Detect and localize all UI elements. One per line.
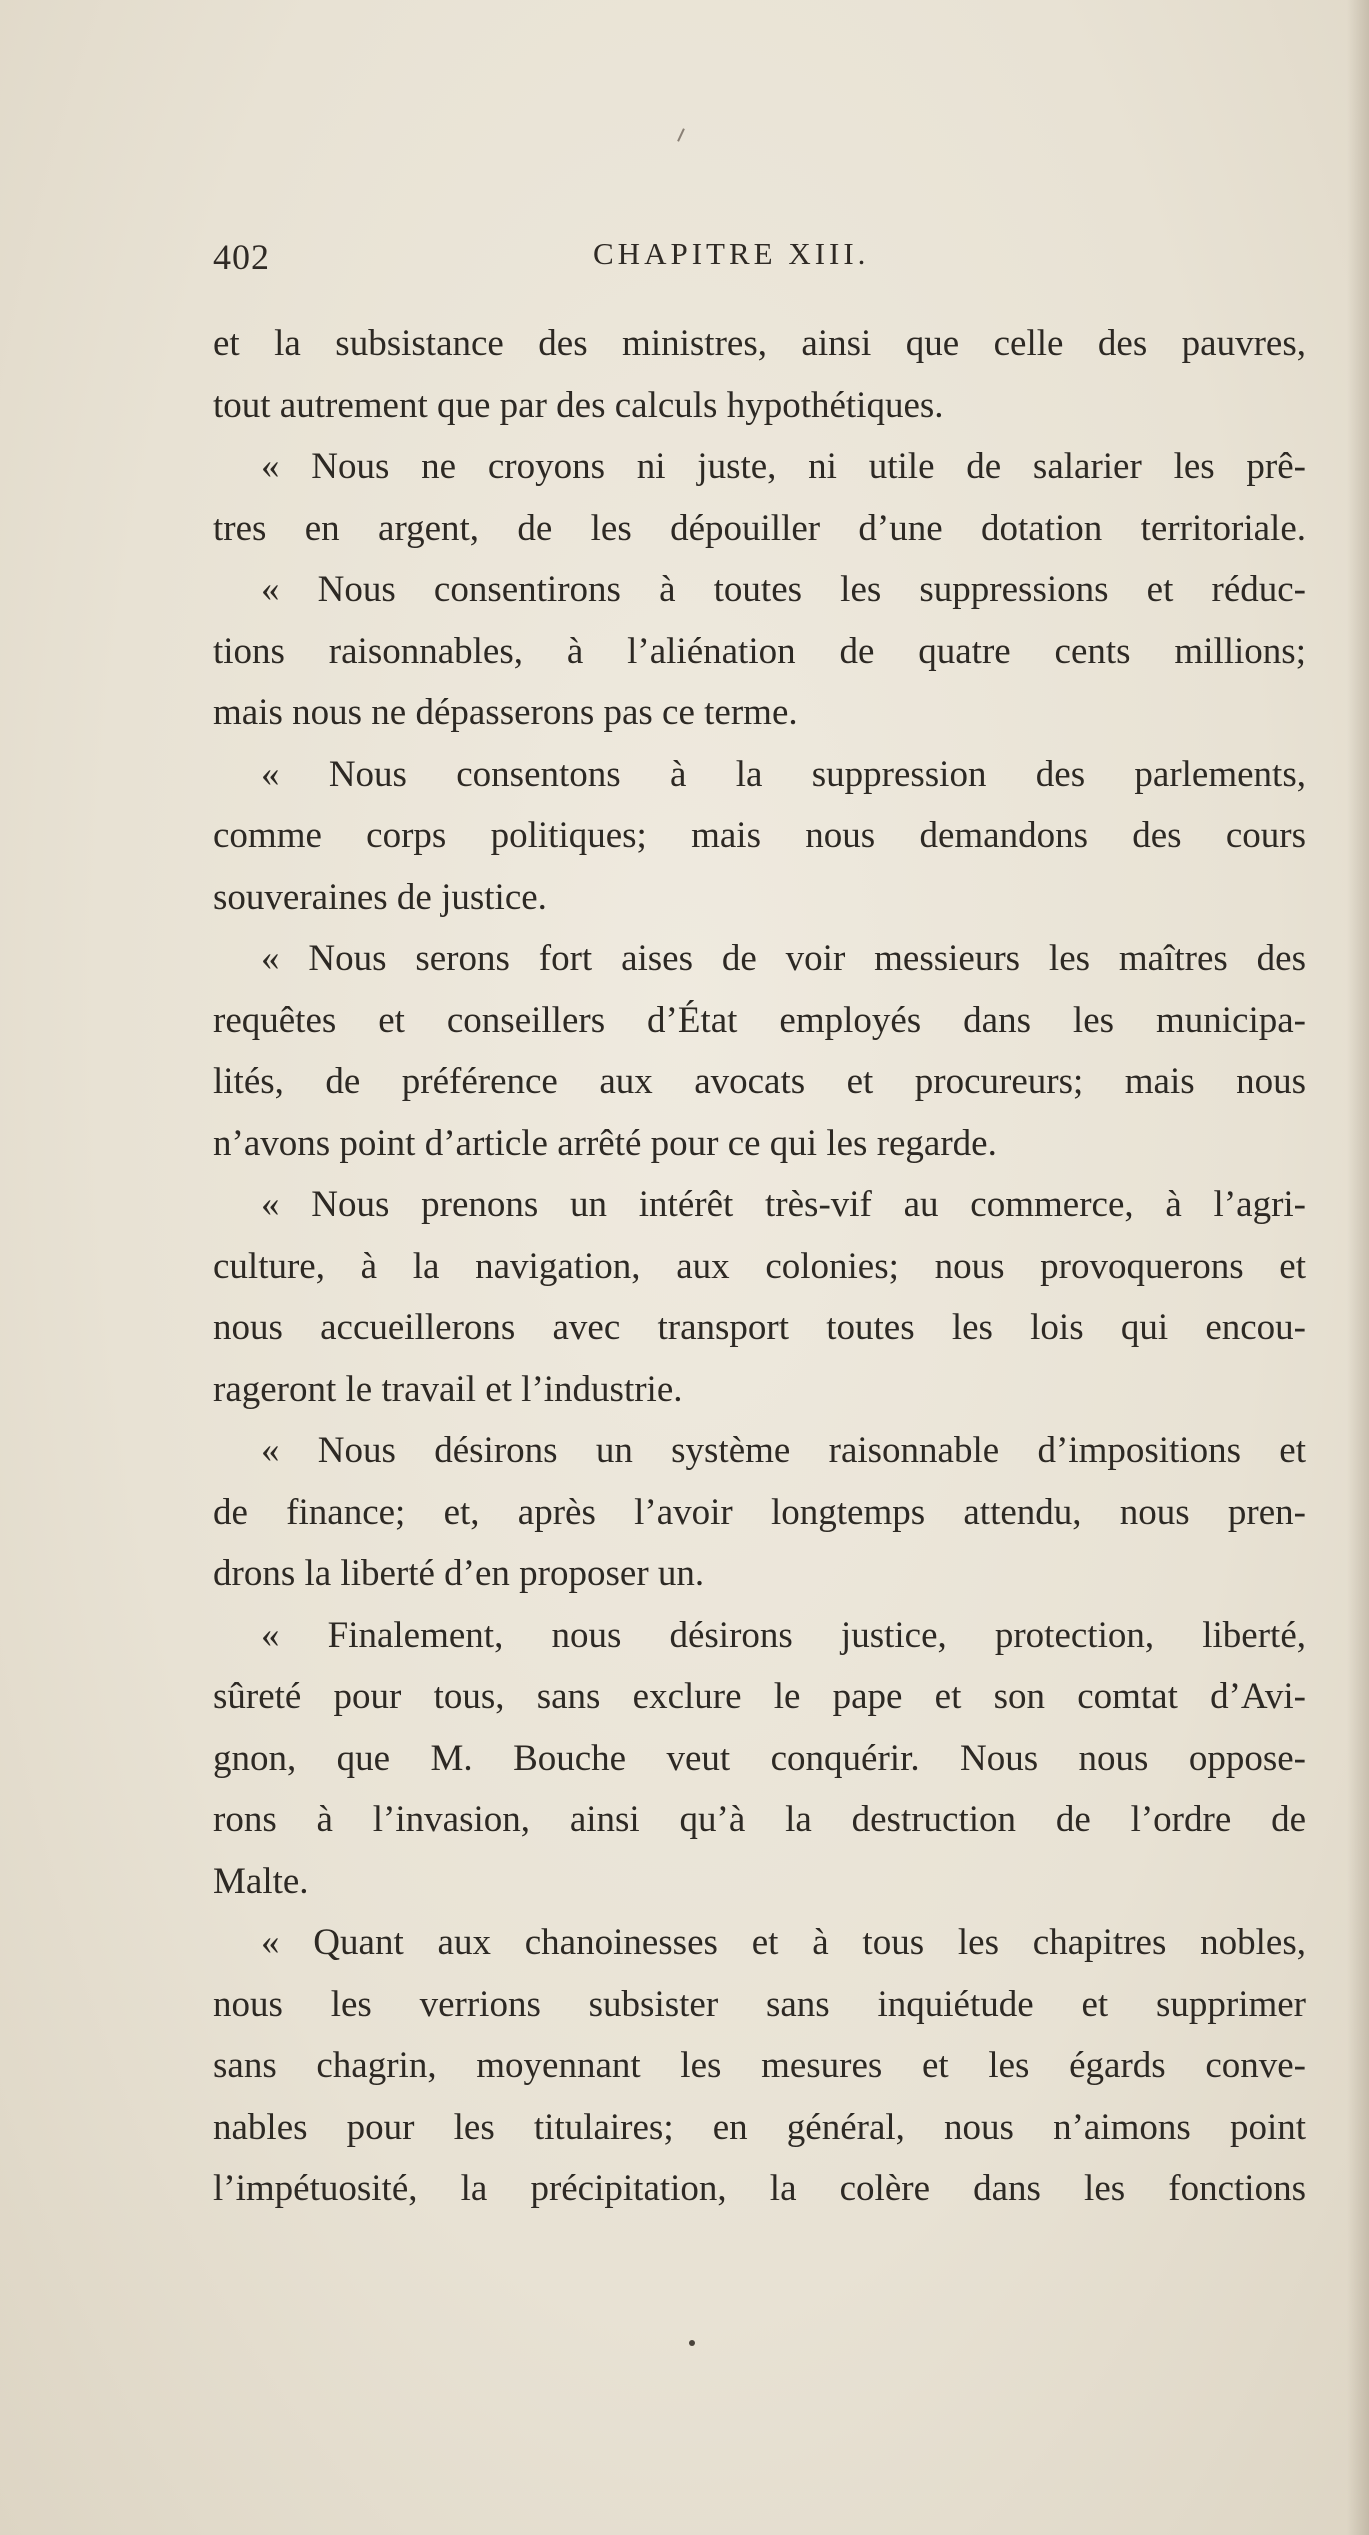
text-line: Malte. <box>213 1860 309 1902</box>
text-line: « Finalement, nous désirons justice, protection, liberté, <box>261 1614 1306 1656</box>
printer-mark <box>677 128 685 142</box>
page-number: 402 <box>213 237 270 277</box>
text-line: drons la liberté d’en proposer un. <box>213 1553 705 1594</box>
text-line: « Nous consentons à la suppression des parlements, <box>261 753 1306 795</box>
text-line: « Nous consentirons à toutes les suppressions et réduc- <box>261 569 1306 610</box>
text-line: « Nous prenons un intérêt très-vif au commerce, à l’agri- <box>261 1184 1306 1225</box>
printer-dot <box>689 2340 695 2346</box>
text-line: tres en argent, de les dépouiller d’une dotation territoriale. <box>213 507 1306 549</box>
page-edge-shadow <box>1347 0 1369 2535</box>
running-title: CHAPITRE XIII. <box>593 236 870 271</box>
text-line: gnon, que M. Bouche veut conquérir. Nous nous oppose- <box>213 1737 1306 1779</box>
text-line: culture, à la navigation, aux colonies; nous provoquerons et <box>213 1245 1306 1287</box>
text-line: de finance; et, après l’avoir longtemps attendu, nous pren- <box>213 1491 1306 1533</box>
text-line: sans chagrin, moyennant les mesures et les égards conve- <box>213 2045 1306 2086</box>
text-line: n’avons point d’article arrêté pour ce qui les regarde. <box>213 1122 997 1164</box>
text-line: « Nous serons fort aises de voir messieurs les maîtres des <box>261 938 1306 979</box>
text-line: souveraines de justice. <box>213 876 547 918</box>
text-line: « Nous ne croyons ni juste, ni utile de salarier les prê- <box>261 446 1306 487</box>
text-line: « Quant aux chanoinesses et à tous les chapitres nobles, <box>261 1922 1306 1963</box>
text-line: tions raisonnables, à l’aliénation de quatre cents millions; <box>213 630 1306 672</box>
text-line: rageront le travail et l’industrie. <box>213 1368 683 1410</box>
text-line: mais nous ne dépasserons pas ce terme. <box>213 692 798 733</box>
text-line: lités, de préférence aux avocats et procureurs; mais nous <box>213 1061 1306 1102</box>
text-line: requêtes et conseillers d’État employés dans les municipa- <box>213 999 1306 1041</box>
text-line: rons à l’invasion, ainsi qu’à la destruction de l’ordre de <box>213 1799 1306 1840</box>
text-line: comme corps politiques; mais nous demandons des cours <box>213 815 1306 856</box>
body-text <box>213 313 1306 2220</box>
text-line: l’impétuosité, la précipitation, la colère dans les fonctions <box>213 2168 1306 2209</box>
text-line: nables pour les titulaires; en général, nous n’aimons point <box>213 2106 1306 2148</box>
text-line: sûreté pour tous, sans exclure le pape et son comtat d’Avi- <box>213 1676 1306 1717</box>
text-line: « Nous désirons un système raisonnable d’impositions et <box>261 1430 1306 1471</box>
text-line: nous les verrions subsister sans inquiétude et supprimer <box>213 1983 1306 2025</box>
text-line: tout autrement que par des calculs hypothétiques. <box>213 384 944 426</box>
running-header <box>213 236 1303 284</box>
text-line: et la subsistance des ministres, ainsi que celle des pauvres, <box>213 323 1306 364</box>
text-line: nous accueillerons avec transport toutes les lois qui encou- <box>213 1307 1306 1348</box>
